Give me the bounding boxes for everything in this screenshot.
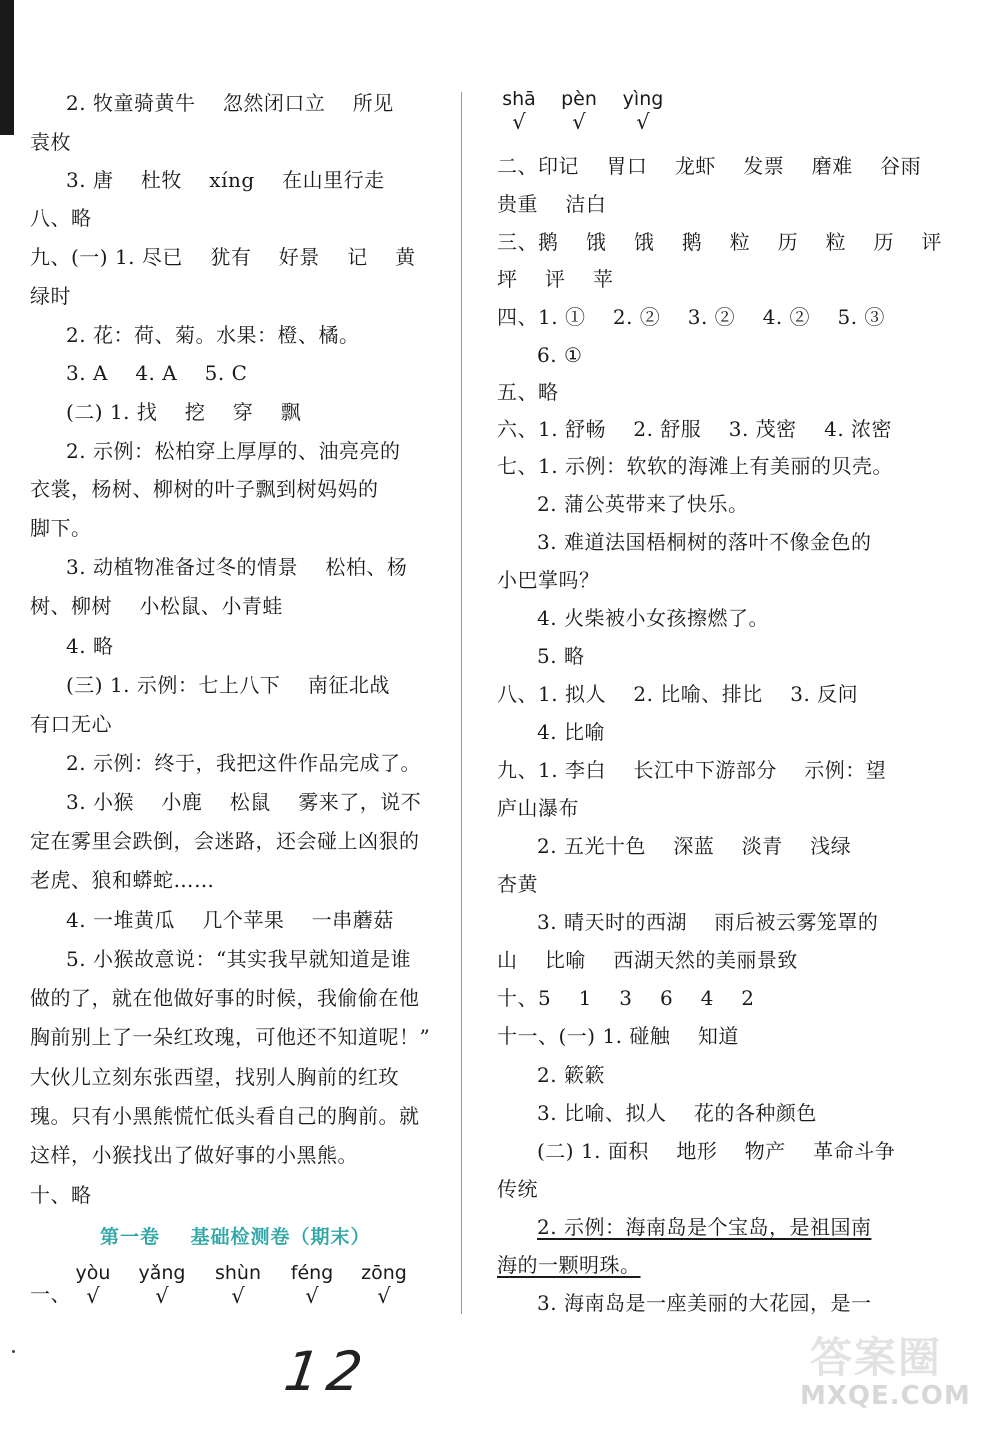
check-mark-icon: √ (572, 110, 586, 134)
answer-line-underlined: 海的一颗明珠。 (497, 1253, 641, 1277)
answer-line-underlined: 2. 示例：海南岛是个宝岛，是祖国南 (537, 1215, 872, 1239)
answer-line: 2. 蒲公英带来了快乐。 (537, 492, 749, 516)
pinyin-item (557, 88, 601, 134)
check-mark-icon: √ (231, 1284, 245, 1308)
handwritten-page-number: 12 (280, 1340, 375, 1403)
pinyin-text: yìng (622, 88, 664, 110)
answer-line: 胸前别上了一朵红玫瑰，可他还不知道呢！” (30, 1025, 431, 1049)
answer-line: 绿时 (30, 284, 71, 308)
answer-line: 4. 比喻 (537, 720, 605, 744)
pinyin-text: yòu (75, 1262, 111, 1284)
answer-line: 2. 簌簌 (537, 1063, 605, 1087)
section-title: 第一卷 基础检测卷（期末） (100, 1226, 371, 1248)
answer-line: 定在雾里会跌倒，会迷路，还会碰上凶狠的 (30, 829, 420, 853)
answer-line: 3. 海南岛是一座美丽的大花园，是一 (537, 1291, 872, 1315)
pinyin-text: zōng (361, 1262, 407, 1284)
scan-dot (12, 1350, 15, 1353)
answer-line: 树、柳树 小松鼠、小青蛙 (30, 594, 283, 618)
answer-line: 十一、(一) 1. 碰触 知道 (497, 1024, 739, 1048)
answer-line: 十、5 1 3 6 4 2 (497, 986, 755, 1010)
answer-line: 5. 小猴故意说：“其实我早就知道是谁 (66, 947, 412, 971)
pinyin-check-row (30, 1262, 430, 1322)
answer-line: 七、1. 示例：软软的海滩上有美丽的贝壳。 (497, 454, 893, 478)
answer-line: (二) 1. 面积 地形 物产 革命斗争 (537, 1139, 896, 1163)
check-mark-icon: √ (512, 110, 526, 134)
binding-strip (0, 0, 14, 135)
answer-line: 传统 (497, 1177, 538, 1201)
answer-line: 2. 示例：终于，我把这件作品完成了。 (66, 751, 421, 775)
answer-line: 瑰。只有小黑熊慌忙低头看自己的胸前。就 (30, 1104, 420, 1128)
pinyin-text: yǎng (138, 1262, 186, 1284)
answer-line: 脚下。 (30, 516, 92, 540)
pinyin-text: shùn (214, 1262, 262, 1284)
answer-line: 坪 评 苹 (497, 267, 614, 291)
answer-line: 九、1. 李白 长江中下游部分 示例：望 (497, 758, 887, 782)
answer-line: 3. 难道法国梧桐树的落叶不像金色的 (537, 530, 872, 554)
answer-line: 2. 牧童骑黄牛 忽然闭口立 所见 (66, 91, 394, 115)
pinyin-item (497, 88, 541, 134)
answer-line: 三、鹅 饿 饿 鹅 粒 历 粒 历 评 (497, 230, 942, 254)
answer-line: 衣裳，杨树、柳树的叶子飘到树妈妈的 (30, 477, 379, 501)
answer-line: (三) 1. 示例：七上八下 南征北战 (66, 673, 390, 697)
answer-line: 2. 五光十色 深蓝 淡青 浅绿 (537, 834, 852, 858)
answer-line: 做的了，就在他做好事的时候，我偷偷在他 (30, 986, 420, 1010)
answer-line: 大伙儿立刻东张西望，找别人胸前的红玫 (30, 1065, 399, 1089)
answer-line: 3. 小猴 小鹿 松鼠 雾来了，说不 (66, 790, 422, 814)
answer-line: 六、1. 舒畅 2. 舒服 3. 茂密 4. 浓密 (497, 417, 893, 441)
answer-line: 四、1. ① 2. ② 3. ② 4. ② 5. ③ (497, 305, 885, 329)
answer-line: 庐山瀑布 (497, 796, 579, 820)
check-mark-icon: √ (305, 1284, 319, 1308)
answer-line: 4. 一堆黄瓜 几个苹果 一串蘑菇 (66, 908, 394, 932)
answer-line: 这样，小猴找出了做好事的小黑熊。 (30, 1143, 358, 1167)
watermark-url: MXQE.COM (800, 1381, 971, 1411)
check-mark-icon: √ (377, 1284, 391, 1308)
answer-line: 3. 动植物准备过冬的情景 松柏、杨 (66, 555, 408, 579)
answer-line: 4. 略 (66, 634, 114, 658)
pinyin-item (134, 1262, 190, 1308)
question-label: 一、 (30, 1282, 71, 1306)
answer-line: 2. 示例：松柏穿上厚厚的、油亮亮的 (66, 439, 401, 463)
answer-line: 3. 比喻、拟人 花的各种颜色 (537, 1101, 817, 1125)
pinyin-item (284, 1262, 340, 1308)
answer-line: 贵重 洁白 (497, 192, 607, 216)
answer-line: 有口无心 (30, 712, 112, 736)
answer-line: (二) 1. 找 挖 穿 飘 (66, 400, 302, 424)
answer-line: 十、略 (30, 1183, 92, 1207)
answer-line: 五、略 (497, 380, 559, 404)
check-mark-icon: √ (155, 1284, 169, 1308)
answer-line: 3. A 4. A 5. C (66, 361, 248, 385)
pinyin-text: féng (290, 1262, 334, 1284)
pinyin-item (68, 1262, 118, 1308)
answer-line: 2. 花：荷、菊。水果：橙、橘。 (66, 323, 360, 347)
answer-line: 八、1. 拟人 2. 比喻、排比 3. 反问 (497, 682, 859, 706)
answer-line: 山 比喻 西湖天然的美丽景致 (497, 948, 798, 972)
check-mark-icon: √ (636, 110, 650, 134)
answer-line: 袁枚 (30, 130, 71, 154)
answer-line: 6. ① (537, 343, 583, 367)
watermark-text: 答案圈 (810, 1333, 943, 1382)
answer-line: 4. 火柴被小女孩擦燃了。 (537, 606, 769, 630)
answer-line: 3. 唐 杜牧 xíng 在山里行走 (66, 168, 385, 192)
pinyin-item (621, 88, 665, 134)
answer-line: 5. 略 (537, 644, 585, 668)
answer-line: 八、略 (30, 206, 92, 230)
pinyin-item (210, 1262, 266, 1308)
pinyin-text: pèn (561, 88, 597, 110)
answer-line: 老虎、狼和蟒蛇…… (30, 868, 215, 892)
pinyin-item (356, 1262, 412, 1308)
answer-line: 小巴掌吗？ (497, 568, 600, 592)
column-divider (461, 92, 462, 1314)
answer-line: 杏黄 (497, 872, 538, 896)
answer-line: 九、(一) 1. 尽已 犹有 好景 记 黄 (30, 245, 416, 269)
pinyin-check-row (497, 88, 897, 148)
answer-line: 3. 晴天时的西湖 雨后被云雾笼罩的 (537, 910, 879, 934)
check-mark-icon: √ (86, 1284, 100, 1308)
watermark-logo (800, 1325, 990, 1420)
answer-line: 二、印记 胃口 龙虾 发票 磨难 谷雨 (497, 154, 922, 178)
pinyin-text: shā (502, 88, 536, 110)
